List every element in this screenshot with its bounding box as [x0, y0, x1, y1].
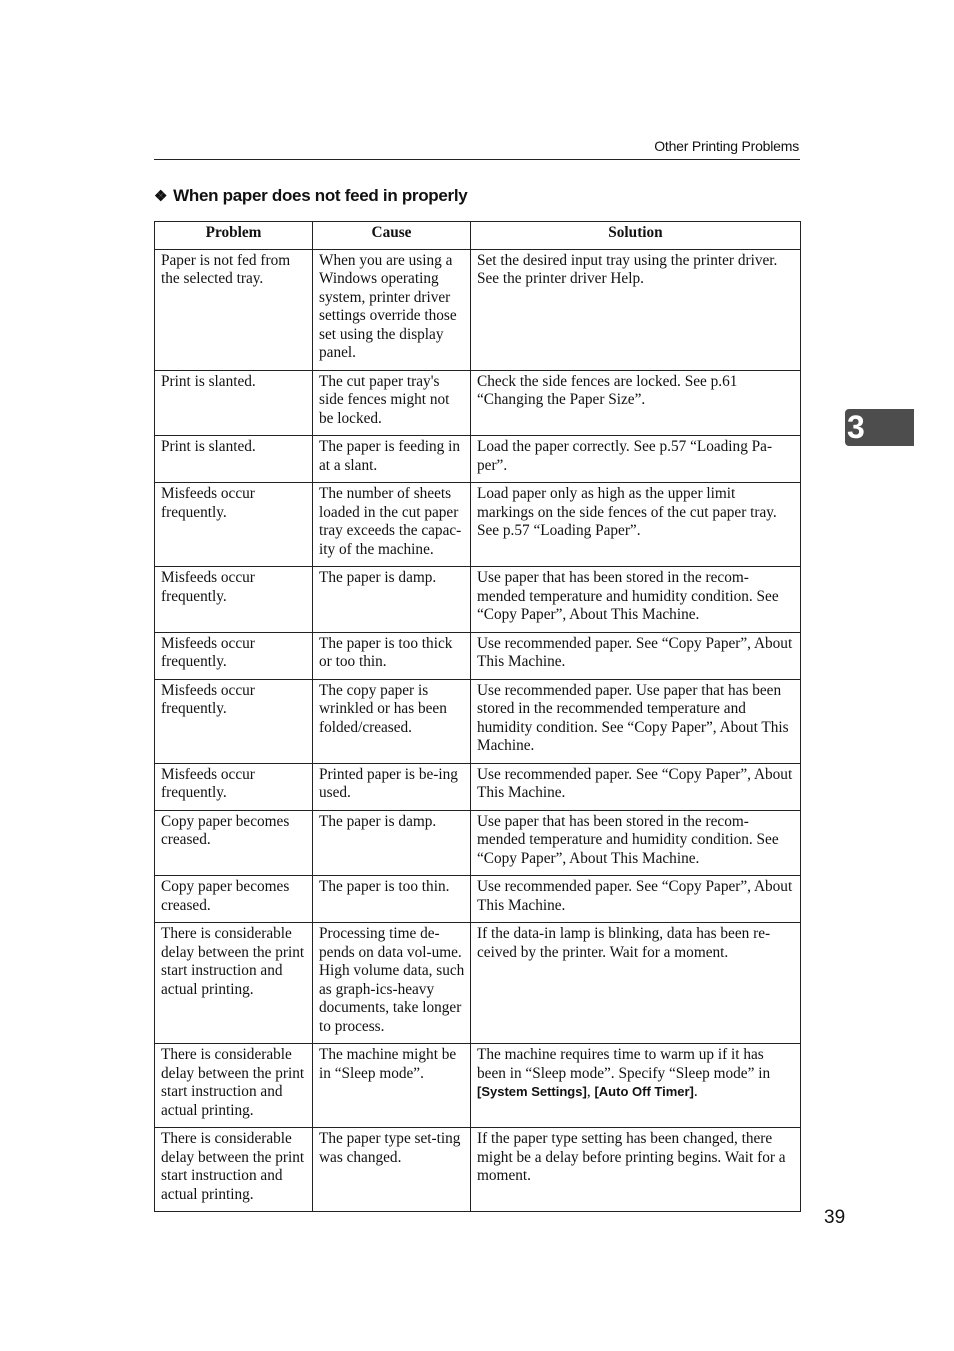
- table-row: [155, 249, 801, 370]
- table-row: [155, 632, 801, 679]
- table-row: [155, 483, 801, 567]
- chapter-number: 3: [847, 409, 865, 445]
- solution-cell: Use paper that has been stored in the recom-mended temperature and humidity condition. See “Copy Paper”, About This Machine.: [471, 810, 801, 876]
- cause-cell: The paper is too thick or too thin.: [313, 632, 471, 679]
- problem-cell: Print is slanted.: [155, 370, 313, 436]
- cause-cell: The machine might be in “Sleep mode”.: [313, 1044, 471, 1128]
- solution-cell: Use recommended paper. See “Copy Paper”, About This Machine.: [471, 763, 801, 810]
- solution-cell: [471, 1044, 801, 1128]
- cause-cell: Processing time de-pends on data vol-ume. High volume data, such as graph-ics-heavy documents, take longer to process.: [313, 923, 471, 1044]
- system-settings-key: [System Settings]: [477, 1084, 587, 1099]
- solution-cell: If the paper type setting has been changed, there might be a delay before printing begins. Wait for a moment.: [471, 1128, 801, 1212]
- solution-cell: If the data-in lamp is blinking, data has been re-ceived by the printer. Wait for a moment.: [471, 923, 801, 1044]
- cause-cell: The paper is damp.: [313, 567, 471, 633]
- chapter-tab: [845, 409, 914, 446]
- troubleshooting-table: [154, 221, 801, 1212]
- problem-cell: Misfeeds occur frequently.: [155, 763, 313, 810]
- cause-cell: The paper is feeding in at a slant.: [313, 436, 471, 483]
- problem-cell: Copy paper becomes creased.: [155, 876, 313, 923]
- table-row: [155, 1044, 801, 1128]
- section-heading-text: When paper does not feed in properly: [173, 186, 468, 205]
- column-header-solution: Solution: [471, 222, 801, 250]
- solution-cell: Use paper that has been stored in the recom-mended temperature and humidity condition. See “Copy Paper”, About This Machine.: [471, 567, 801, 633]
- table-row: [155, 567, 801, 633]
- table-row: [155, 763, 801, 810]
- problem-cell: Paper is not fed from the selected tray.: [155, 249, 313, 370]
- solution-cell: Load paper only as high as the upper limit markings on the side fences of the cut paper tray. See p.57 “Loading Paper”.: [471, 483, 801, 567]
- cause-cell: The copy paper is wrinkled or has been folded/creased.: [313, 679, 471, 763]
- page-number: 39: [824, 1207, 846, 1228]
- problem-cell: Misfeeds occur frequently.: [155, 679, 313, 763]
- problem-cell: Print is slanted.: [155, 436, 313, 483]
- sentence-end: .: [693, 1083, 698, 1100]
- table-row: [155, 436, 801, 483]
- solution-cell: Set the desired input tray using the printer driver. See the printer driver Help.: [471, 249, 801, 370]
- cause-cell: The cut paper tray's side fences might not be locked.: [313, 370, 471, 436]
- column-header-cause: Cause: [313, 222, 471, 250]
- auto-off-timer-key: [Auto Off Timer]: [594, 1084, 694, 1099]
- problem-cell: Misfeeds occur frequently.: [155, 632, 313, 679]
- solution-text: The machine requires time to warm up if it has been in “Sleep mode”. Specify “Sleep mode” in: [477, 1046, 771, 1082]
- cause-cell: When you are using a Windows operating system, printer driver settings override those set using the display panel.: [313, 249, 471, 370]
- cause-cell: Printed paper is be-ing used.: [313, 763, 471, 810]
- solution-cell: Use recommended paper. See “Copy Paper”, About This Machine.: [471, 876, 801, 923]
- column-header-problem: Problem: [155, 222, 313, 250]
- solution-cell: Use recommended paper. Use paper that has been stored in the recommended temperature and humidity condition. See “Copy Paper”, About This Machine.: [471, 679, 801, 763]
- problem-cell: There is considerable delay between the print start instruction and actual printing.: [155, 1044, 313, 1128]
- problem-cell: There is considerable delay between the print start instruction and actual printing.: [155, 923, 313, 1044]
- cause-cell: The paper is damp.: [313, 810, 471, 876]
- diamond-bullet-icon: ❖: [154, 188, 168, 205]
- solution-cell: Check the side fences are locked. See p.61 “Changing the Paper Size”.: [471, 370, 801, 436]
- table-row: [155, 923, 801, 1044]
- cause-cell: The paper is too thin.: [313, 876, 471, 923]
- table-row: [155, 810, 801, 876]
- table-header-row: [155, 222, 801, 250]
- table-row: [155, 876, 801, 923]
- problem-cell: Misfeeds occur frequently.: [155, 483, 313, 567]
- running-header: Other Printing Problems: [654, 138, 799, 154]
- separator: ,: [586, 1083, 595, 1100]
- solution-cell: Use recommended paper. See “Copy Paper”, About This Machine.: [471, 632, 801, 679]
- section-heading: [154, 186, 467, 206]
- problem-cell: Misfeeds occur frequently.: [155, 567, 313, 633]
- solution-cell: Load the paper correctly. See p.57 “Loading Pa-per”.: [471, 436, 801, 483]
- table-row: [155, 1128, 801, 1212]
- table-row: [155, 679, 801, 763]
- header-rule: [154, 159, 800, 160]
- cause-cell: The number of sheets loaded in the cut paper tray exceeds the capac-ity of the machine.: [313, 483, 471, 567]
- table-row: [155, 370, 801, 436]
- problem-cell: There is considerable delay between the print start instruction and actual printing.: [155, 1128, 313, 1212]
- cause-cell: The paper type set-ting was changed.: [313, 1128, 471, 1212]
- problem-cell: Copy paper becomes creased.: [155, 810, 313, 876]
